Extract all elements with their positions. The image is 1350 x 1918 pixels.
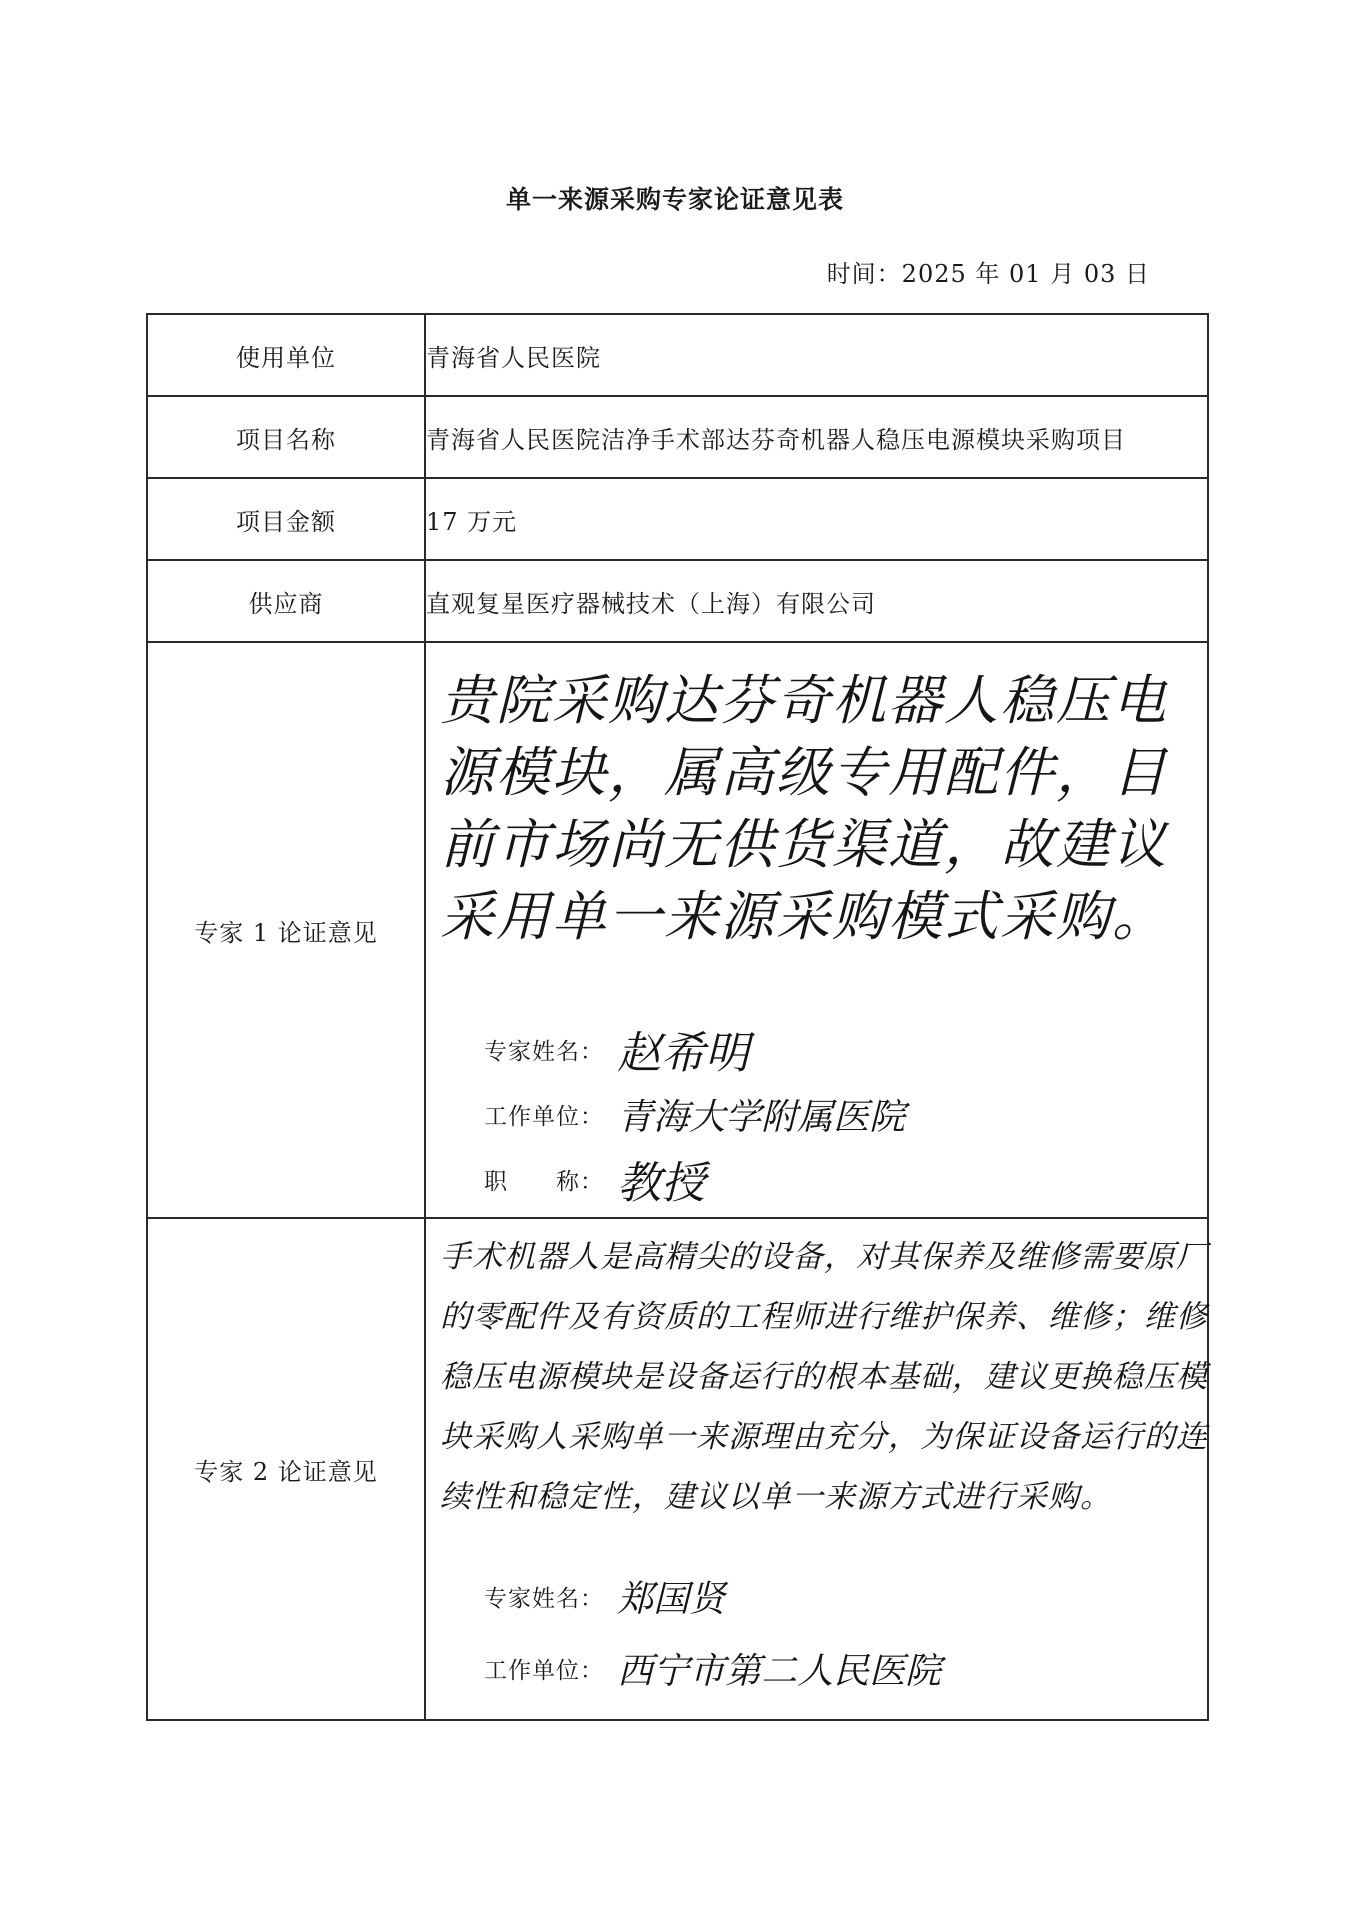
table-row-expert1	[147, 642, 1208, 1218]
project-name-label: 项目名称	[147, 396, 425, 478]
form-title: 单一来源采购专家论证意见表	[505, 185, 844, 214]
expert2-name-line	[484, 1571, 725, 1622]
supplier-label: 供应商	[147, 560, 425, 642]
project-name-value: 青海省人民医院洁净手术部达芬奇机器人稳压电源模块采购项目	[425, 396, 1208, 478]
expert1-name-signature: 赵希明	[617, 1028, 750, 1079]
expert1-title-label: 职 称：	[484, 1168, 604, 1195]
amount-label: 项目金额	[147, 478, 425, 560]
table-row-amount	[147, 478, 1208, 560]
unit-label: 使用单位	[147, 314, 425, 396]
supplier-value: 直观复星医疗器械技术（上海）有限公司	[425, 560, 1208, 642]
opinion-form-table	[146, 313, 1209, 1721]
expert2-opinion-text: 手术机器人是高精尖的设备，对其保养及维修需要原厂的零配件及有资质的工程师进行维护保养、维修；维修稳压电源模块是设备运行的根本基础，建议更换稳压模块采购人采购单一来源理由充分，为保证设备运行的连续性和稳定性，建议以单一来源方式进行采购。	[440, 1239, 1208, 1515]
expert1-name-label: 专家姓名：	[484, 1038, 604, 1065]
expert1-title-handwritten: 教授	[617, 1158, 706, 1209]
expert1-opinion-cell	[425, 642, 1208, 1218]
expert2-unit-handwritten: 西宁市第二人民医院	[617, 1651, 942, 1692]
table-row-unit	[147, 314, 1208, 396]
expert1-unit-label: 工作单位：	[484, 1104, 604, 1130]
unit-value: 青海省人民医院	[425, 314, 1208, 396]
expert1-title-line	[484, 1147, 705, 1211]
table-row-expert2	[147, 1218, 1208, 1720]
expert2-name-label: 专家姓名：	[484, 1586, 604, 1612]
expert2-opinion-cell	[425, 1218, 1208, 1720]
expert1-opinion-text: 贵院采购达芬奇机器人稳压电源模块，属高级专用配件，目前市场尚无供货渠道，故建议采用单一来源采购模式采购。	[440, 669, 1168, 948]
table-row-project-name	[147, 396, 1208, 478]
expert2-name-signature: 郑国贤	[617, 1579, 726, 1620]
expert1-label: 专家 1 论证意见	[147, 642, 425, 1218]
table-row-supplier	[147, 560, 1208, 642]
amount-value: 17 万元	[425, 478, 1208, 560]
expert1-unit-line	[484, 1089, 905, 1140]
expert2-unit-line	[484, 1643, 941, 1694]
form-date: 时间：2025 年 01 月 03 日	[826, 260, 1150, 288]
expert1-unit-handwritten: 青海大学附属医院	[617, 1097, 906, 1138]
expert1-name-line	[484, 1017, 749, 1081]
expert2-unit-label: 工作单位：	[484, 1658, 604, 1684]
expert2-label: 专家 2 论证意见	[147, 1218, 425, 1720]
